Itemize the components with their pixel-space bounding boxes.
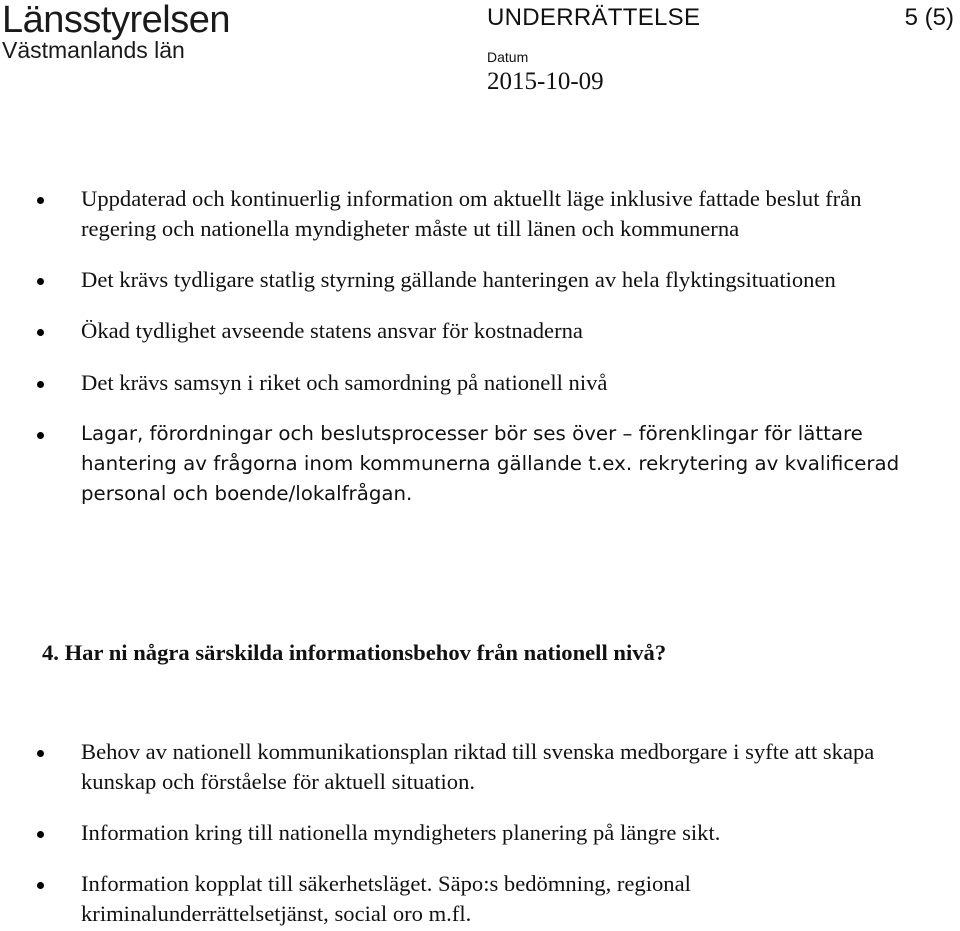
list-item [0,818,900,848]
bullet-icon [37,197,44,204]
document-type: UNDERRÄTTELSE [487,4,701,31]
list-item [0,184,900,244]
list-item-text: Information kring till nationella myndigheters planering på längre sikt. [81,820,721,845]
logo-org-name: Länsstyrelsen [2,0,230,41]
section-heading: 4. Har ni några särskilda informationsbehov från nationell nivå? [42,640,667,665]
bullet-icon [37,831,44,838]
list-item-text: Uppdaterad och kontinuerlig information om aktuellt läge inklusive fattade beslut från regering och nationella myndigheter måste ut till länen och kommunerna [81,186,862,241]
bullet-icon [37,432,44,439]
date-label: Datum [487,49,529,65]
list-item [0,869,900,929]
bullet-list-information-needs [0,737,900,929]
list-item [0,316,900,346]
document-date: 2015-10-09 [487,68,604,95]
list-item-text: Ökad tydlighet avseende statens ansvar för kostnaderna [81,318,583,343]
list-item-text: Lagar, förordningar och beslutsprocesser bör ses över – förenklingar för lättare hantering av frågorna inom kommunerna gällande t.ex. rekrytering av kvalificerad personal och boende/lokalfrågan. [81,422,900,505]
list-item-text: Det krävs samsyn i riket och samordning på nationell nivå [81,370,608,395]
list-item [0,419,900,509]
bullet-icon [37,278,44,285]
bullet-list-issues [0,184,900,509]
list-item-text: Behov av nationell kommunikationsplan riktad till svenska medborgare i syfte att skapa kunskap och förståelse för aktuell situation. [81,739,875,794]
list-item-text: Det krävs tydligare statlig styrning gällande hanteringen av hela flyktingsituationen [81,267,836,292]
list-item [0,265,900,295]
logo-org-region: Västmanlands län [2,37,185,63]
bullet-icon [37,882,44,889]
list-item-text: Information kopplat till säkerhetsläget. Säpo:s bedömning, regional kriminalunderrättelsetjänst, social oro m.fl. [81,871,691,926]
bullet-icon [37,750,44,757]
list-item [0,737,900,797]
lansstyrelsen-logo [2,0,230,62]
bullet-icon [37,329,44,336]
list-item [0,368,900,398]
bullet-icon [37,381,44,388]
page-number: 5 (5) [904,4,954,31]
